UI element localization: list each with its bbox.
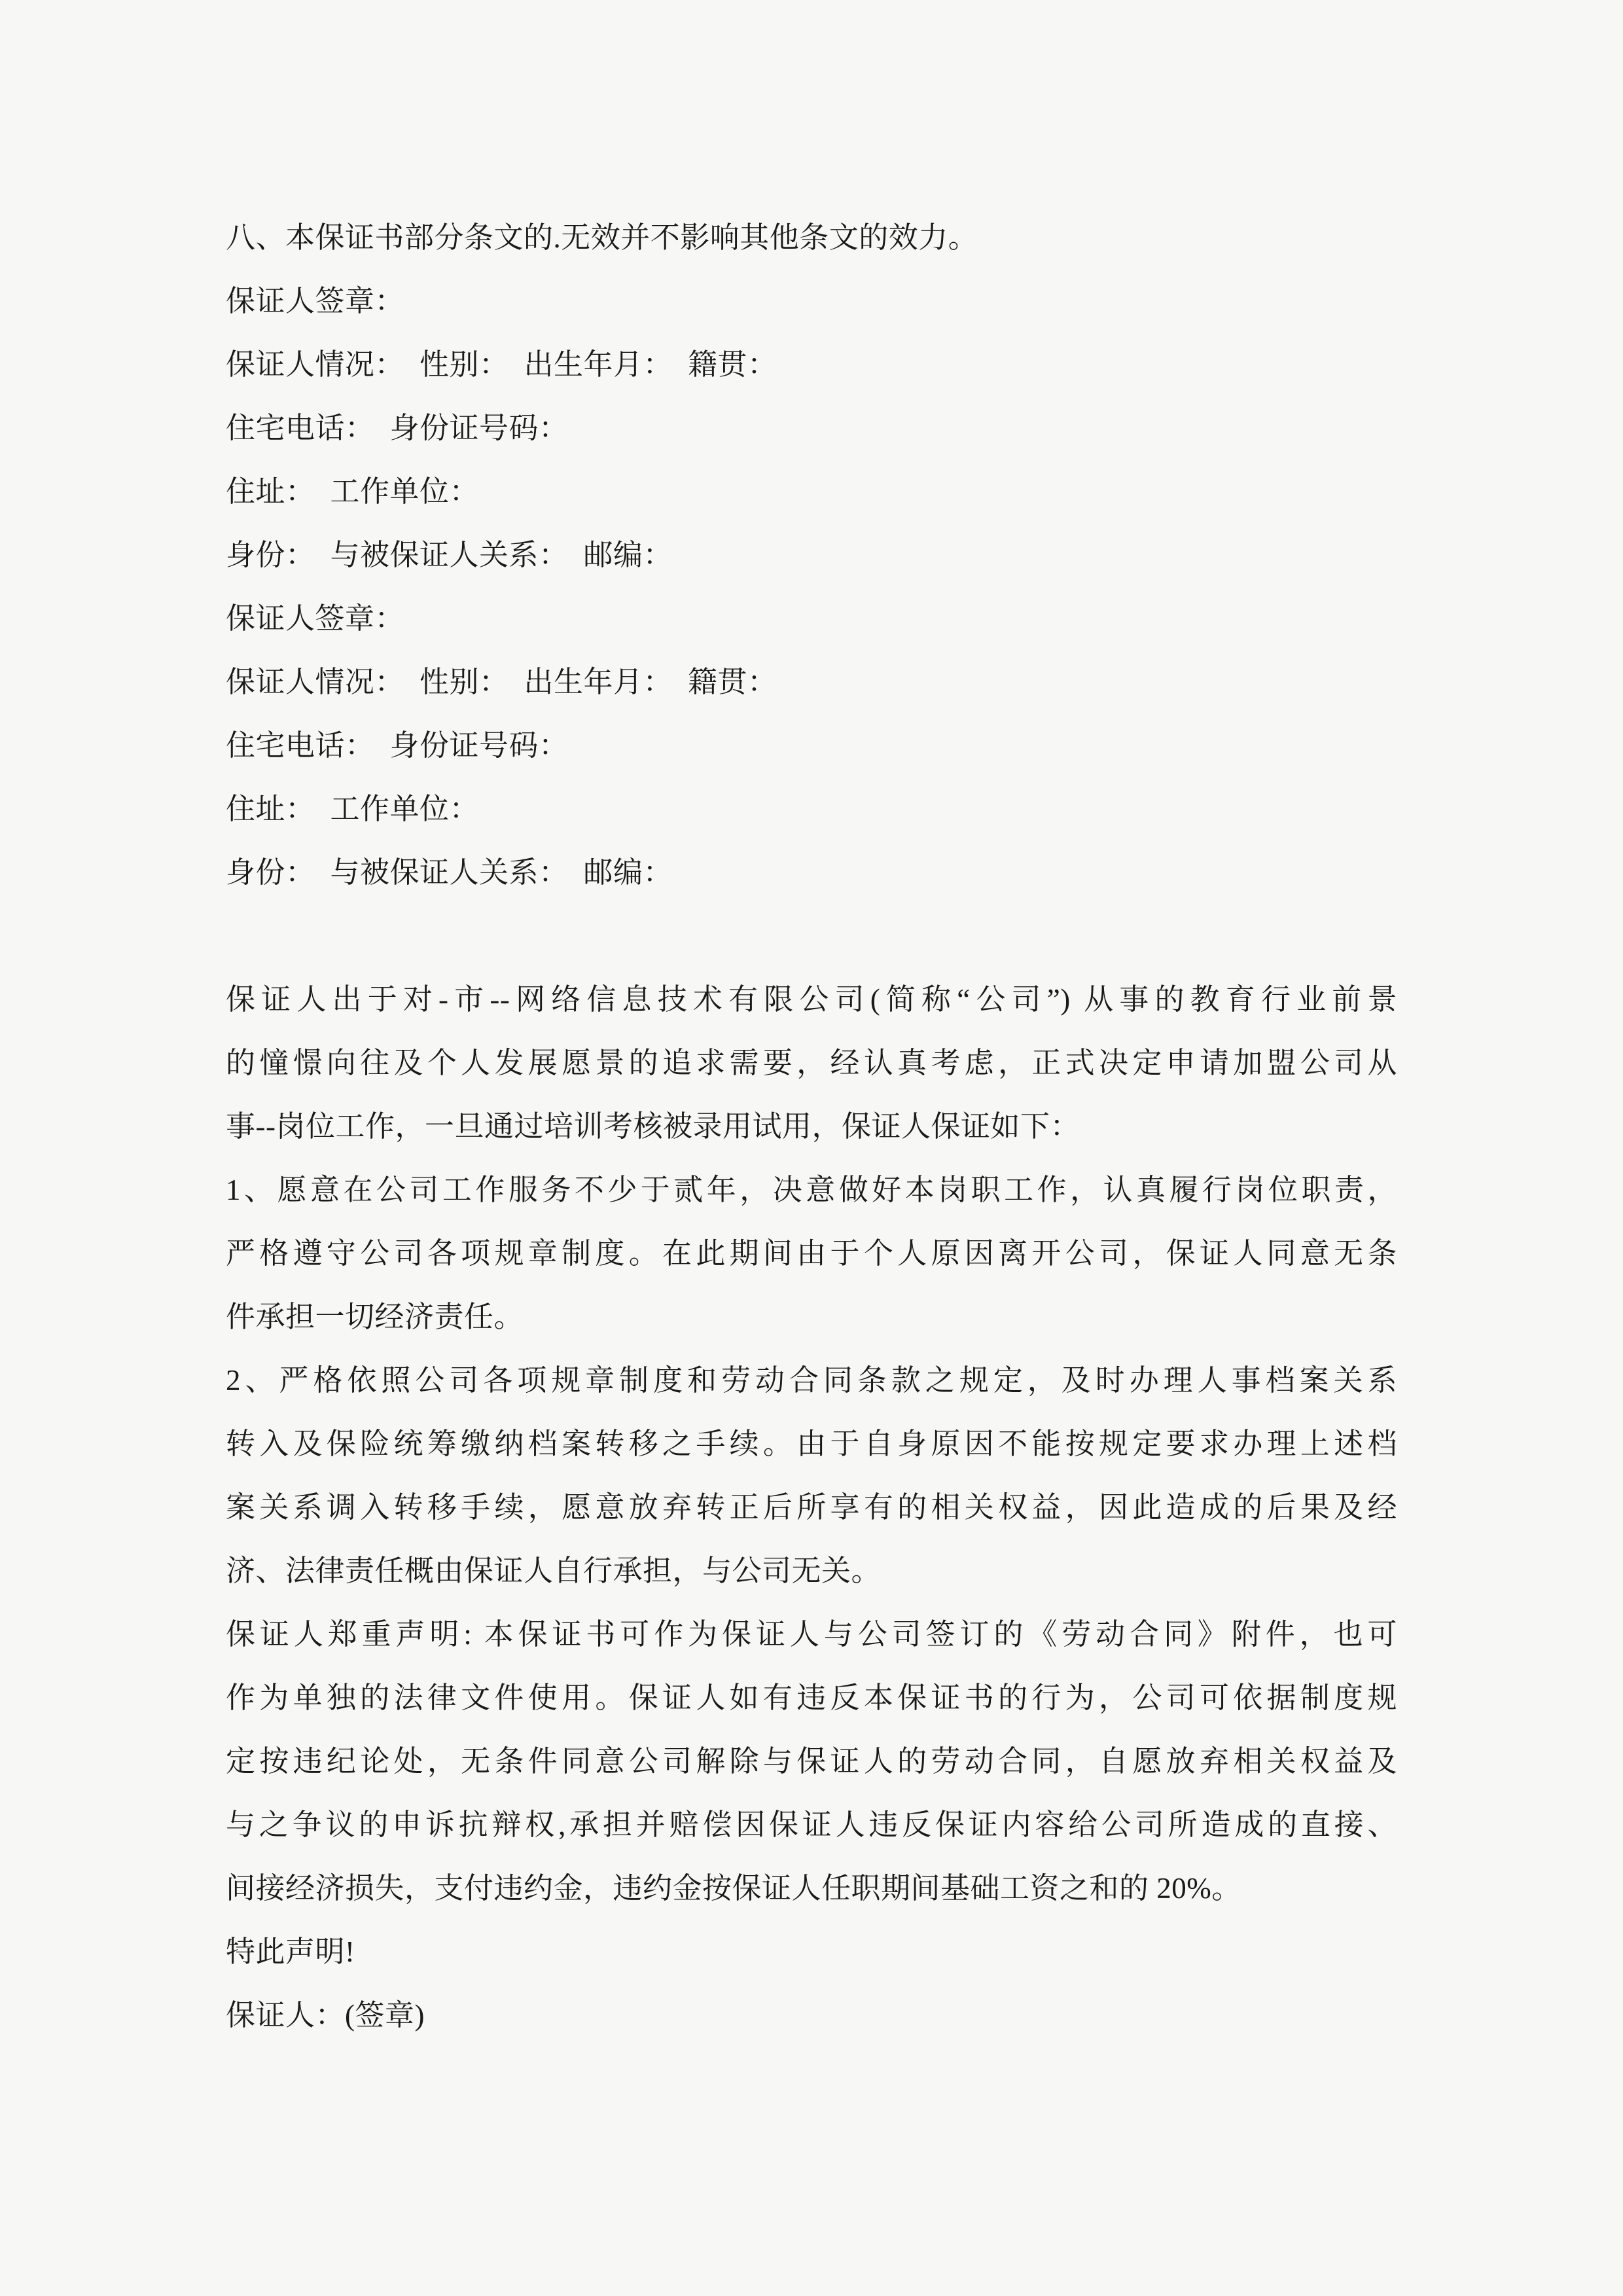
clause-two-line: 济、法律责任概由保证人自行承担，与公司无关。 (226, 1554, 882, 1587)
guarantor-signature-label: 保证人签章： (226, 602, 405, 635)
guarantee-letter-body (226, 206, 1397, 2047)
declaration-line: 定按违纪论处，无条件同意公司解除与保证人的劳动合同，自愿放弃相关权益及 (226, 1745, 1397, 1778)
intro-paragraph-line: 的憧憬向往及个人发展愿景的追求需要，经认真考虑，正式决定申请加盟公司从 (226, 1047, 1397, 1079)
identity-relation-label: 身份： 与被保证人关系： 邮编： (226, 539, 673, 571)
guarantor-info-label: 保证人情况： 性别： 出生年月： 籍贯： (226, 348, 777, 381)
declaration-line: 与之争议的申诉抗辩权,承担并赔偿因保证人违反保证内容给公司所造成的直接、 (226, 1808, 1397, 1841)
phone-id-label: 住宅电话： 身份证号码： (226, 729, 569, 762)
address-workunit-label: 住址： 工作单位： (226, 475, 480, 508)
intro-paragraph-line: 保证人出于对-市--网络信息技术有限公司(简称“公司”) 从事的教育行业前景 (226, 983, 1397, 1016)
clause-one-line: 1、愿意在公司工作服务不少于贰年，决意做好本岗职工作，认真履行岗位职责， (226, 1174, 1397, 1206)
clause-two-line: 案关系调入转移手续，愿意放弃转正后所享有的相关权益，因此造成的后果及经 (226, 1491, 1397, 1524)
declaration-line: 保证人郑重声明: 本保证书可作为保证人与公司签订的《劳动合同》附件，也可 (226, 1618, 1397, 1651)
address-workunit-label: 住址： 工作单位： (226, 793, 480, 825)
clause-one-line: 严格遵守公司各项规章制度。在此期间由于个人原因离开公司，保证人同意无条 (226, 1237, 1397, 1270)
clause-eight-line: 八、本保证书部分条文的.无效并不影响其他条文的效力。 (226, 221, 978, 254)
intro-paragraph-line: 事--岗位工作，一旦通过培训考核被录用试用，保证人保证如下： (226, 1110, 1080, 1143)
guarantor-info-label: 保证人情况： 性别： 出生年月： 籍贯： (226, 666, 777, 698)
blank-line (226, 905, 1397, 968)
clause-two-line: 2、严格依照公司各项规章制度和劳动合同条款之规定，及时办理人事档案关系 (226, 1364, 1397, 1397)
phone-id-label: 住宅电话： 身份证号码： (226, 412, 569, 444)
declaration-line: 间接经济损失，支付违约金，违约金按保证人任职期间基础工资之和的 20%。 (226, 1872, 1241, 1905)
clause-two-line: 转入及保险统筹缴纳档案转移之手续。由于自身原因不能按规定要求办理上述档 (226, 1427, 1397, 1460)
signature-line: 保证人：(签章) (226, 1999, 425, 2032)
declaration-closing-line: 特此声明! (226, 1935, 355, 1968)
clause-one-line: 件承担一切经济责任。 (226, 1300, 524, 1333)
declaration-line: 作为单独的法律文件使用。保证人如有违反本保证书的行为，公司可依据制度规 (226, 1681, 1397, 1714)
guarantor-signature-label: 保证人签章： (226, 285, 405, 317)
identity-relation-label: 身份： 与被保证人关系： 邮编： (226, 856, 673, 889)
